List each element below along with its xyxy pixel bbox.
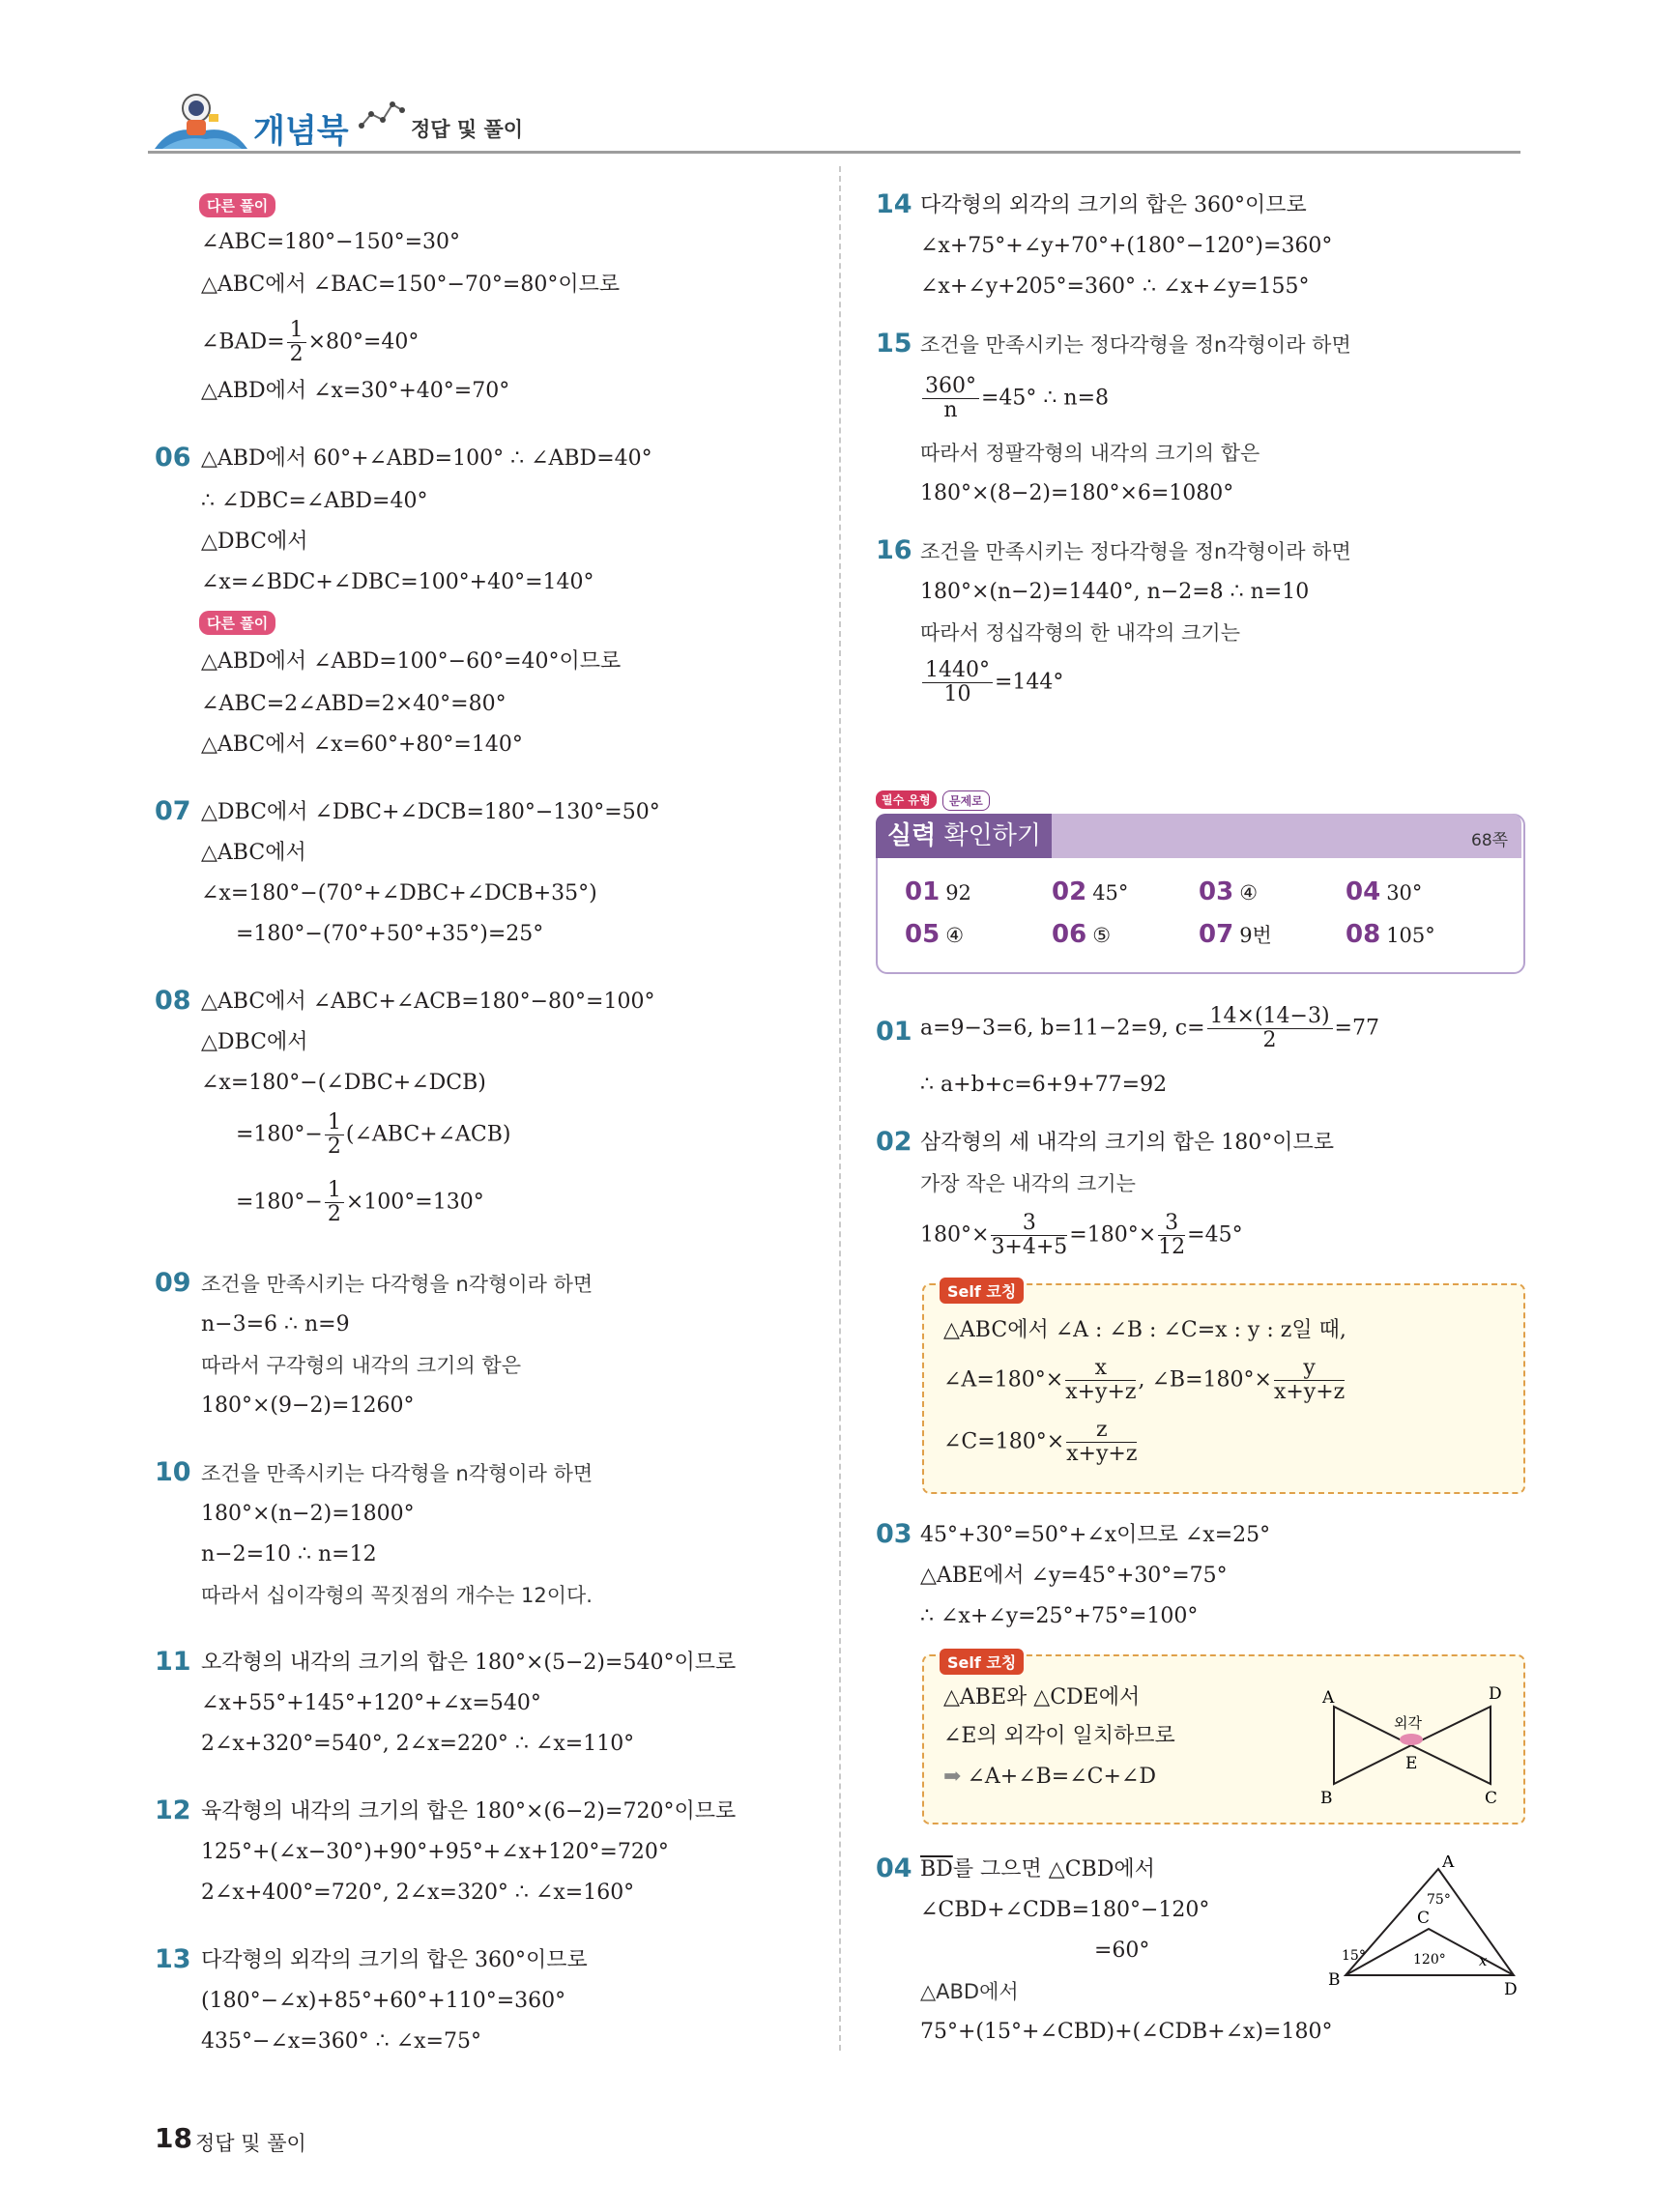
self-coaching-tag: Self 코칭 — [940, 1278, 1024, 1304]
text-line: △ABE에서 ∠y=45°+30°=75° — [920, 1564, 1228, 1588]
label-A: A — [1322, 1688, 1335, 1708]
problem-number: 03 — [876, 1519, 912, 1549]
footer-label: 정답 및 풀이 — [195, 2132, 306, 2155]
label-B: B — [1320, 1789, 1333, 1808]
math-line: $\frac{1440^\circ}{10}$ =144° — [920, 659, 1063, 706]
text-line: ∠x=∠BDC+∠DBC=100°+40°=140° — [201, 570, 594, 594]
text-line: 조건을 만족시키는 다각형을 n각형이라 하면 — [201, 1462, 593, 1485]
text-line: ∠ABC=180°−150°=30° — [201, 230, 461, 254]
text-line: △DBC에서 — [201, 530, 308, 554]
label-D: D — [1489, 1684, 1502, 1704]
text-line: ➡ ∠A+∠B=∠C+∠D — [943, 1765, 1156, 1789]
text-line: ∠x+75°+∠y+70°+(180°−120°)=360° — [920, 234, 1333, 258]
text-line: 따라서 십이각형의 꼭짓점의 개수는 12이다. — [201, 1584, 593, 1607]
label-angle-75: 75° — [1427, 1892, 1451, 1908]
text-line: ∴ ∠x+∠y=25°+75°=100° — [920, 1604, 1199, 1628]
text-line: ∠x=180°−(70°+∠DBC+∠DCB+35°) — [201, 881, 597, 905]
text-line: △ABD에서 ∠ABD=100°−60°=40°이므로 — [201, 649, 622, 674]
text-line: $\overline{BD}$를 그으면 △CBD에서 — [920, 1857, 1155, 1882]
text-line: 따라서 구각형의 내각의 크기의 합은 — [201, 1354, 521, 1377]
problem-number: 06 — [155, 443, 191, 473]
alt-solution-tag: 다른 풀이 — [199, 193, 275, 217]
label-D: D — [1504, 1980, 1518, 1999]
label-x: x — [1479, 1952, 1488, 1969]
column-divider — [839, 166, 841, 2051]
text-line: (180°−∠x)+85°+60°+110°=360° — [201, 1989, 566, 2013]
label-C: C — [1485, 1789, 1498, 1808]
answer-item: 03 ④ — [1199, 877, 1259, 906]
text-line: 다각형의 외각의 크기의 합은 360°이므로 — [201, 1948, 588, 1972]
text-line: 다각형의 외각의 크기의 합은 360°이므로 — [920, 193, 1307, 217]
text-line: △ABC에서 — [201, 841, 306, 865]
label-exterior: 외각 — [1394, 1714, 1422, 1732]
text-line: 조건을 만족시키는 정다각형을 정n각형이라 하면 — [920, 540, 1351, 563]
math-line: ∠BAD= $\frac{1}{2}$ ×80°=40° — [201, 318, 420, 366]
text-line: ∴ ∠DBC=∠ABD=40° — [201, 489, 428, 513]
problem-number: 04 — [876, 1853, 912, 1883]
text-line: 180°×(9−2)=1260° — [201, 1393, 415, 1418]
text-line: =180°−(70°+50°+35°)=25° — [236, 922, 544, 946]
text-line: 180°×(n−2)=1800° — [201, 1502, 415, 1526]
math-line: ∠A=180°× $\frac{x}{x+y+z}$ , ∠B=180°× $\frac{y}{x+y+z}$ — [943, 1356, 1346, 1404]
problem-number: 01 — [876, 1017, 912, 1047]
text-line: △DBC에서 — [201, 1030, 308, 1054]
label-C: C — [1417, 1909, 1431, 1928]
text-line: △ABC에서 ∠A : ∠B : ∠C=x : y : z일 때, — [943, 1318, 1346, 1342]
text-line: 180°×(8−2)=180°×6=1080° — [920, 481, 1234, 505]
text-line: △ABD에서 60°+∠ABD=100° ∴ ∠ABD=40° — [201, 446, 652, 471]
problem-number: 08 — [155, 986, 191, 1016]
text-line: 가장 작은 내각의 크기는 — [920, 1172, 1136, 1195]
problem-number: 16 — [876, 535, 912, 565]
math-line: $\frac{360^\circ}{n}$ =45° ∴ n=8 — [920, 375, 1109, 422]
text-line: 75°+(15°+∠CBD)+(∠CDB+∠x)=180° — [920, 2020, 1333, 2044]
text-line: 조건을 만족시키는 다각형을 n각형이라 하면 — [201, 1273, 593, 1296]
problem-number: 14 — [876, 189, 912, 219]
problem-number: 12 — [155, 1795, 191, 1825]
text-line: =60° — [1094, 1939, 1150, 1963]
text-line: 조건을 만족시키는 정다각형을 정n각형이라 하면 — [920, 333, 1351, 357]
badge-problem: 문제로 — [942, 790, 990, 811]
answer-item: 01 92 — [905, 877, 971, 906]
problem-number: 02 — [876, 1127, 912, 1157]
constellation-icon — [358, 97, 406, 139]
math-line: a=9−3=6, b=11−2=9, c= $\frac{14\times(14-3)}{2}$ =77 — [920, 1004, 1379, 1052]
problem-number: 10 — [155, 1457, 191, 1487]
answer-item: 07 9번 — [1199, 920, 1272, 949]
astronaut-logo-icon — [153, 85, 249, 153]
text-line: ∠ABC=2∠ABD=2×40°=80° — [201, 692, 507, 716]
label-angle-15: 15° — [1342, 1948, 1366, 1964]
self-coaching-tag: Self 코칭 — [940, 1649, 1024, 1675]
badge-required: 필수 유형 — [876, 790, 937, 809]
text-line: 삼각형의 세 내각의 크기의 합은 180°이므로 — [920, 1131, 1334, 1155]
text-line: ∠E의 외각이 일치하므로 — [943, 1724, 1175, 1748]
text-line: △ABE와 △CDE에서 — [943, 1685, 1141, 1709]
bowtie-figure — [1315, 1680, 1508, 1815]
label-angle-120: 120° — [1413, 1952, 1446, 1968]
text-line: 따라서 정팔각형의 내각의 크기의 합은 — [920, 442, 1260, 465]
text-line: ∠x+55°+145°+120°+∠x=540° — [201, 1691, 541, 1715]
text-line: ∴ a+b+c=6+9+77=92 — [920, 1073, 1168, 1097]
answer-item: 06 ⑤ — [1052, 920, 1112, 949]
math-line: =180°− $\frac{1}{2}$ (∠ABC+∠ACB) — [236, 1110, 511, 1159]
text-line: 180°×(n−2)=1440°, n−2=8 ∴ n=10 — [920, 580, 1310, 604]
problem-number: 13 — [155, 1944, 191, 1974]
text-line: △ABC에서 ∠x=60°+80°=140° — [201, 733, 523, 757]
text-line: n−3=6 ∴ n=9 — [201, 1312, 350, 1336]
text-line: △ABD에서 — [920, 1980, 1019, 2003]
header-rule — [148, 151, 1520, 154]
math-line: 180°× $\frac{3}{3+4+5}$ =180°× $\frac{3}{12}$ =45° — [920, 1211, 1243, 1259]
arrow-right-icon: ➡ — [943, 1765, 962, 1789]
text-line: △DBC에서 ∠DBC+∠DCB=180°−130°=50° — [201, 800, 660, 824]
text-line: 오각형의 내각의 크기의 합은 180°×(5−2)=540°이므로 — [201, 1651, 737, 1675]
text-line: 육각형의 내각의 크기의 합은 180°×(6−2)=720°이므로 — [201, 1799, 737, 1824]
page-number: 18 — [155, 2122, 192, 2154]
text-line: △ABC에서 ∠ABC+∠ACB=180°−80°=100° — [201, 990, 655, 1014]
answer-item: 05 ④ — [905, 920, 965, 949]
alt-solution-tag: 다른 풀이 — [199, 611, 275, 635]
text-line: 125°+(∠x−30°)+90°+95°+∠x+120°=720° — [201, 1840, 669, 1864]
label-E: E — [1405, 1754, 1418, 1773]
label-B: B — [1328, 1970, 1341, 1990]
math-line: ∠C=180°× $\frac{z}{x+y+z}$ — [943, 1418, 1138, 1466]
text-line: 2∠x+400°=720°, 2∠x=320° ∴ ∠x=160° — [201, 1881, 635, 1905]
problem-number: 07 — [155, 796, 191, 826]
text-line: ∠x=180°−(∠DBC+∠DCB) — [201, 1071, 486, 1095]
text-line: 45°+30°=50°+∠x이므로 ∠x=25° — [920, 1523, 1271, 1547]
answer-item: 02 45° — [1052, 877, 1129, 906]
math-line: =180°− $\frac{1}{2}$ ×100°=130° — [236, 1178, 484, 1226]
book-title: 개념북 — [253, 112, 349, 151]
label-A: A — [1442, 1855, 1455, 1872]
triangle-figure — [1324, 1855, 1518, 2000]
text-line: ∠CBD+∠CDB=180°−120° — [920, 1898, 1210, 1922]
text-line: ∠x+∠y+205°=360° ∴ ∠x+∠y=155° — [920, 274, 1310, 299]
problem-number: 15 — [876, 329, 912, 359]
problem-number: 11 — [155, 1647, 191, 1677]
header-subtitle: 정답 및 풀이 — [411, 118, 524, 141]
problem-number: 09 — [155, 1268, 191, 1298]
text-line: △ABD에서 ∠x=30°+40°=70° — [201, 379, 510, 403]
page-ref: 68쪽 — [1471, 831, 1509, 850]
answer-summary-title: 실력 확인하기 — [876, 814, 1052, 858]
text-line: n−2=10 ∴ n=12 — [201, 1542, 377, 1566]
answer-item: 08 105° — [1346, 920, 1435, 949]
text-line: 따라서 정십각형의 한 내각의 크기는 — [920, 621, 1240, 645]
text-line: 435°−∠x=360° ∴ ∠x=75° — [201, 2029, 481, 2054]
text-line: 2∠x+320°=540°, 2∠x=220° ∴ ∠x=110° — [201, 1732, 635, 1756]
text-line: △ABC에서 ∠BAC=150°−70°=80°이므로 — [201, 273, 621, 297]
answer-item: 04 30° — [1346, 877, 1423, 906]
